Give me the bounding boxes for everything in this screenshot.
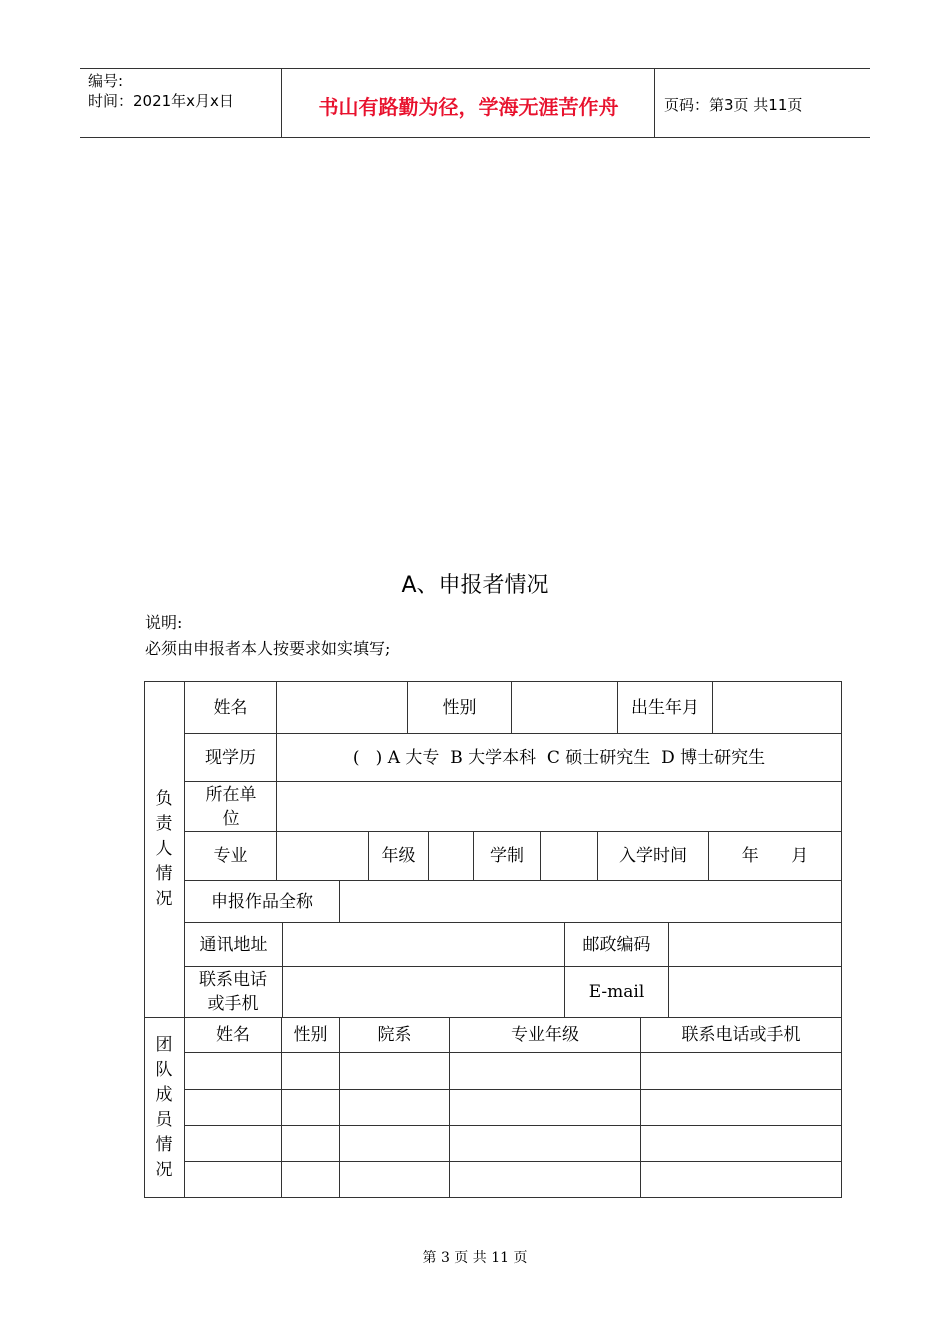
team-member-row[interactable]	[185, 1126, 841, 1161]
serial-number-label: 编号:	[88, 72, 124, 90]
gender-field[interactable]	[512, 682, 617, 733]
name-field[interactable]	[277, 682, 407, 733]
enroll-time-label: 入学时间	[619, 846, 687, 866]
grade-label: 年级	[381, 846, 416, 866]
date-label: 时间：2021年x月x日	[88, 92, 234, 110]
instructions-text: 必须由申报者本人按要求如实填写;	[145, 639, 391, 658]
team-member-row[interactable]	[185, 1053, 841, 1089]
address-label: 通讯地址	[199, 934, 268, 955]
program-length-field[interactable]	[541, 832, 597, 880]
team-member-row[interactable]	[185, 1090, 841, 1125]
unit-label: 所在单 位	[205, 784, 257, 829]
unit-field[interactable]	[277, 782, 841, 831]
gender-label: 性别	[442, 697, 477, 718]
education-options[interactable]: ( ) A 大专 B 大学本科 C 硕士研究生 D 博士研究生	[352, 747, 766, 768]
team-member-row[interactable]	[185, 1162, 841, 1197]
work-name-field[interactable]	[340, 881, 841, 922]
birth-label: 出生年月	[631, 697, 699, 718]
team-col-major-grade: 专业年级	[511, 1025, 579, 1045]
instructions-label: 说明:	[145, 613, 183, 632]
phone-field[interactable]	[283, 967, 564, 1017]
birth-field[interactable]	[713, 682, 841, 733]
work-name-label: 申报作品全称	[211, 891, 313, 912]
team-col-department: 院系	[377, 1025, 412, 1045]
applicant-form	[144, 681, 842, 1198]
address-field[interactable]	[283, 923, 564, 966]
section-title: A、申报者情况	[401, 573, 549, 598]
page-footer: 第 3 页 共 11 页	[422, 1250, 528, 1266]
postcode-label: 邮政编码	[582, 934, 651, 955]
header-motto: 书山有路勤为径，学海无涯苦作舟	[318, 95, 619, 119]
name-label: 姓名	[213, 697, 248, 718]
education-label: 现学历	[205, 747, 256, 768]
postcode-field[interactable]	[669, 923, 841, 966]
header-divider	[654, 69, 655, 137]
team-col-gender: 性别	[293, 1025, 328, 1045]
email-label: E-mail	[588, 982, 645, 1002]
leader-section-label: 负 责 人 情 况	[155, 789, 173, 909]
header-meta	[88, 71, 234, 111]
team-col-name: 姓名	[216, 1025, 250, 1045]
team-section-label: 团 队 成 员 情 况	[155, 1035, 173, 1180]
email-field[interactable]	[669, 967, 841, 1017]
header-page-info: 页码：第3页 共11页	[664, 96, 803, 114]
team-col-phone: 联系电话或手机	[681, 1025, 801, 1045]
phone-label: 联系电话 或手机	[199, 970, 267, 1014]
page-header	[80, 68, 870, 138]
major-field[interactable]	[277, 832, 368, 880]
major-label: 专业	[213, 846, 248, 866]
enroll-time-field[interactable]: 年 月	[741, 846, 809, 866]
program-length-label: 学制	[490, 846, 524, 866]
grade-field[interactable]	[429, 832, 473, 880]
